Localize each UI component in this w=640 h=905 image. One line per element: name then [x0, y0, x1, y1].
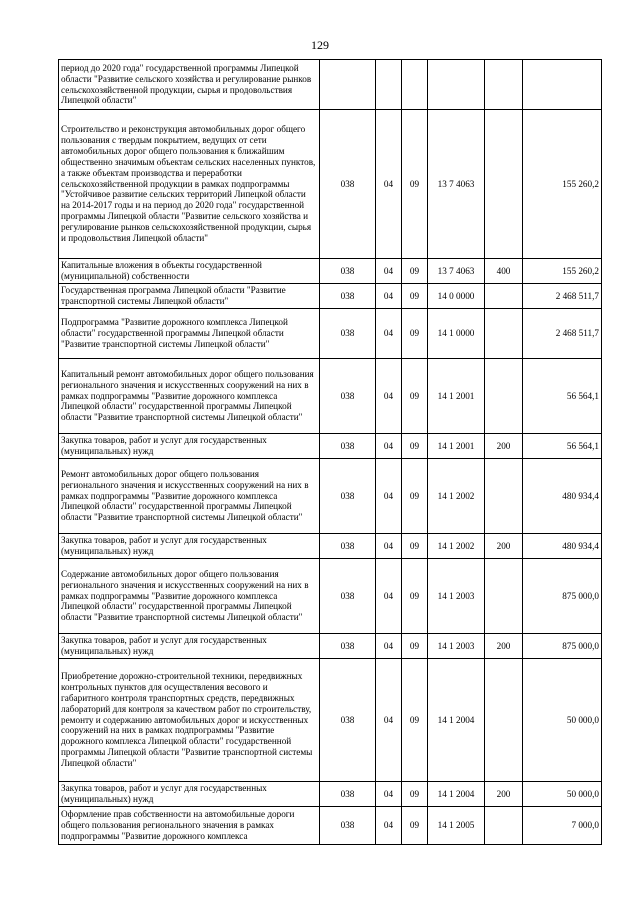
row-amount: 7 000,0 — [523, 807, 602, 845]
row-section: 04 — [376, 559, 402, 634]
row-section: 04 — [376, 459, 402, 534]
row-amount: 50 000,0 — [523, 782, 602, 807]
row-target-article: 14 1 2001 — [428, 359, 485, 434]
row-target-article: 14 1 2004 — [428, 659, 485, 782]
row-name: Подпрограмма "Развитие дорожного комплекса Липецкой области" государственной программы Липецкой области "Развитие транспортной системы Липецкой области" — [59, 309, 320, 359]
table-row — [59, 434, 602, 459]
row-section: 04 — [376, 634, 402, 659]
table-row — [59, 110, 602, 259]
row-subsection: 09 — [402, 634, 428, 659]
row-name: Закупка товаров, работ и услуг для государственных (муниципальных) нужд — [59, 634, 320, 659]
table-row — [59, 659, 602, 782]
row-expense-type — [485, 110, 523, 259]
table-row — [59, 60, 602, 110]
row-section: 04 — [376, 259, 402, 284]
row-name: Строительство и реконструкция автомобильных дорог общего пользования с твердым покрытием, ведущих от сети автомобильных дорог общего пользования к ближайшим общественно значимым объектам сельских населенных пунктов, а также объектам производства и переработки сельскохозяйственной продукции в рамках подпрограммы "Устойчивое развитие сельских территорий Липецкой области на 2014-2017 годы и на период до 2020 года" государственной программы Липецкой области "Развитие сельского хозяйства и регулирование рынков сельскохозяйственной продукции, сырья и продовольствия Липецкой области" — [59, 110, 320, 259]
row-name: период до 2020 года" государственной программы Липецкой области "Развитие сельского хозяйства и регулирование рынков сельскохозяйственной продукции, сырья и продовольствия Липецкой области" — [59, 60, 320, 110]
row-amount: 875 000,0 — [523, 634, 602, 659]
table-row — [59, 782, 602, 807]
row-expense-type: 200 — [485, 434, 523, 459]
row-grbs: 038 — [320, 359, 376, 434]
row-expense-type — [485, 309, 523, 359]
row-grbs: 038 — [320, 309, 376, 359]
table-row — [59, 807, 602, 845]
row-grbs: 038 — [320, 559, 376, 634]
row-target-article: 14 1 0000 — [428, 309, 485, 359]
row-target-article: 14 0 0000 — [428, 284, 485, 309]
table-row — [59, 359, 602, 434]
table-row — [59, 259, 602, 284]
row-section: 04 — [376, 359, 402, 434]
row-section: 04 — [376, 807, 402, 845]
row-amount: 2 468 511,7 — [523, 309, 602, 359]
row-grbs: 038 — [320, 782, 376, 807]
row-grbs: 038 — [320, 659, 376, 782]
row-section: 04 — [376, 434, 402, 459]
row-section: 04 — [376, 659, 402, 782]
table-row — [59, 284, 602, 309]
row-subsection: 09 — [402, 659, 428, 782]
row-expense-type — [485, 284, 523, 309]
row-subsection: 09 — [402, 559, 428, 634]
row-name: Ремонт автомобильных дорог общего пользования регионального значения и искусственных сооружений на них в рамках подпрограммы "Развитие дорожного комплекса Липецкой области" государственной программы Липецкой области "Развитие транспортной системы Липецкой области" — [59, 459, 320, 534]
row-grbs: 038 — [320, 110, 376, 259]
row-section: 04 — [376, 309, 402, 359]
row-target-article: 14 1 2003 — [428, 634, 485, 659]
row-grbs: 038 — [320, 634, 376, 659]
row-grbs — [320, 60, 376, 110]
budget-table-body — [59, 60, 602, 845]
row-section: 04 — [376, 782, 402, 807]
row-expense-type: 200 — [485, 782, 523, 807]
row-subsection: 09 — [402, 434, 428, 459]
table-row — [59, 634, 602, 659]
row-amount: 50 000,0 — [523, 659, 602, 782]
row-name: Государственная программа Липецкой области "Развитие транспортной системы Липецкой области" — [59, 284, 320, 309]
row-amount — [523, 60, 602, 110]
row-subsection: 09 — [402, 459, 428, 534]
row-target-article: 14 1 2002 — [428, 534, 485, 559]
row-target-article: 14 1 2005 — [428, 807, 485, 845]
table-row — [59, 309, 602, 359]
row-target-article: 14 1 2003 — [428, 559, 485, 634]
row-target-article: 13 7 4063 — [428, 110, 485, 259]
table-row — [59, 459, 602, 534]
row-grbs: 038 — [320, 434, 376, 459]
table-row — [59, 559, 602, 634]
row-name: Оформление прав собственности на автомобильные дороги общего пользования регионального значения в рамках подпрограммы "Развитие дорожного комплекса — [59, 807, 320, 845]
row-name: Содержание автомобильных дорог общего пользования регионального значения и искусственных сооружений на них в рамках подпрограммы "Развитие дорожного комплекса Липецкой области" государственной программы Липецкой области "Развитие транспортной системы Липецкой области" — [59, 559, 320, 634]
row-grbs: 038 — [320, 807, 376, 845]
row-amount: 875 000,0 — [523, 559, 602, 634]
row-amount: 480 934,4 — [523, 459, 602, 534]
row-subsection: 09 — [402, 110, 428, 259]
row-expense-type — [485, 807, 523, 845]
row-expense-type — [485, 659, 523, 782]
row-name: Капитальный ремонт автомобильных дорог общего пользования регионального значения и искусственных сооружений на них в рамках подпрограммы "Развитие дорожного комплекса Липецкой области" государственной программы Липецкой области "Развитие транспортной системы Липецкой области" — [59, 359, 320, 434]
row-grbs: 038 — [320, 284, 376, 309]
row-name: Закупка товаров, работ и услуг для государственных (муниципальных) нужд — [59, 434, 320, 459]
row-amount: 56 564,1 — [523, 359, 602, 434]
row-amount: 56 564,1 — [523, 434, 602, 459]
row-subsection: 09 — [402, 807, 428, 845]
row-amount: 480 934,4 — [523, 534, 602, 559]
row-amount: 155 260,2 — [523, 110, 602, 259]
row-target-article: 14 1 2002 — [428, 459, 485, 534]
row-target-article: 13 7 4063 — [428, 259, 485, 284]
row-expense-type: 200 — [485, 634, 523, 659]
row-name: Закупка товаров, работ и услуг для государственных (муниципальных) нужд — [59, 534, 320, 559]
row-section: 04 — [376, 534, 402, 559]
row-grbs: 038 — [320, 259, 376, 284]
budget-table — [58, 59, 602, 845]
row-name: Капитальные вложения в объекты государственной (муниципальной) собственности — [59, 259, 320, 284]
row-section: 04 — [376, 284, 402, 309]
page-number: 129 — [311, 38, 329, 52]
row-section: 04 — [376, 110, 402, 259]
row-target-article: 14 1 2004 — [428, 782, 485, 807]
row-subsection: 09 — [402, 284, 428, 309]
row-expense-type: 200 — [485, 534, 523, 559]
row-subsection: 09 — [402, 534, 428, 559]
row-grbs: 038 — [320, 534, 376, 559]
row-section — [376, 60, 402, 110]
row-subsection: 09 — [402, 359, 428, 434]
row-expense-type — [485, 359, 523, 434]
row-name: Приобретение дорожно-строительной техники, передвижных контрольных пунктов для осуществления весового и габаритного контроля транспортных средств, передвижных лабораторий для контроля за качеством работ по строительству, ремонту и содержанию автомобильных дорог и искусственных сооружений на них в рамках подпрограммы "Развитие дорожного комплекса Липецкой области" государственной программы Липецкой области "Развитие транспортной системы Липецкой области" — [59, 659, 320, 782]
row-expense-type — [485, 459, 523, 534]
row-amount: 155 260,2 — [523, 259, 602, 284]
row-subsection — [402, 60, 428, 110]
row-subsection: 09 — [402, 309, 428, 359]
row-target-article: 14 1 2001 — [428, 434, 485, 459]
row-expense-type — [485, 60, 523, 110]
row-name: Закупка товаров, работ и услуг для государственных (муниципальных) нужд — [59, 782, 320, 807]
row-expense-type — [485, 559, 523, 634]
row-expense-type: 400 — [485, 259, 523, 284]
row-subsection: 09 — [402, 782, 428, 807]
row-grbs: 038 — [320, 459, 376, 534]
row-amount: 2 468 511,7 — [523, 284, 602, 309]
row-subsection: 09 — [402, 259, 428, 284]
row-target-article — [428, 60, 485, 110]
table-row — [59, 534, 602, 559]
